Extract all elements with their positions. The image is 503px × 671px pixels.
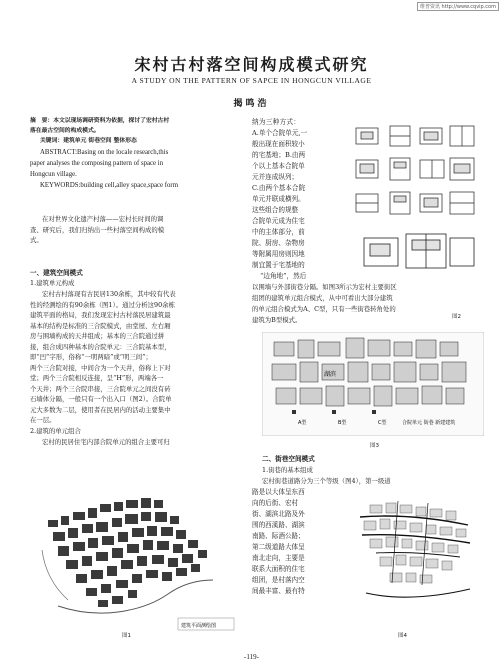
body-line: 性的经测绘的有90余栋（图1）。通过分析这90余栋 [30, 300, 175, 309]
body-line: 般出现在面积较小 [252, 140, 305, 148]
paper-title: 宋村古村落空间构成模式研究 [134, 55, 369, 74]
body-line: 组团的建筑单元组合模式，从中可看出大部分建筑 [252, 294, 393, 302]
figure-3-unit-combination [262, 332, 484, 436]
body-line: 合院单元成为住宅 [252, 217, 305, 225]
body-line: 元大多数为二层，使用者在民居内的活动主要集中 [30, 405, 171, 414]
body-line: “边角地”，然后 [260, 272, 307, 280]
body-line: C.由两个基本合院 [252, 184, 306, 192]
body-line: 等附属用房则因地 [252, 250, 305, 258]
body-line: 纳为三种方式： [252, 118, 301, 126]
body-line: 基本的结构是标准的三合院模式，由堂屋、左右厢 [30, 321, 171, 330]
paper-subtitle: A STUDY ON THE PATTERN OF SAPCE IN HONGCUN VILLAGE [131, 76, 372, 85]
body-line: A.单个合院单元,一 [252, 129, 308, 137]
subsection-heading: 1.建筑单元构成 [30, 279, 75, 287]
body-line: 的宅基地；B.由两 [252, 151, 306, 159]
abstract-zh-line: 摘 要：本文以现场调研资料为依据，探讨了宏村古村 [30, 118, 170, 124]
figure-4-caption: 图4 [398, 633, 407, 639]
body-line: 向的后街、宏村 [252, 499, 299, 507]
body-line: 在一层。 [30, 416, 56, 424]
fig3-type-c: C型 [378, 420, 387, 426]
author-name: 揭鸣浩 [233, 99, 270, 109]
body-line: 院、厨房、杂物房 [252, 239, 305, 247]
body-line: 组团，是村落内空 [252, 576, 305, 584]
figure-4-street-hierarchy [350, 493, 484, 625]
body-line: 路是以大体呈东西 [252, 488, 305, 496]
figure-2-caption: 图2 [452, 314, 461, 320]
fig3-type-b: B型 [338, 420, 347, 426]
fig3-road-label: 湖滨 [324, 371, 337, 378]
figure-1-caption: 图1 [122, 633, 131, 639]
section-1 [30, 268, 242, 447]
body-line: 接，组合成四种基本的合院单元：三合院基本型， [30, 342, 171, 351]
body-line: 元并连成纵列； [252, 173, 299, 181]
page-number: -119- [244, 653, 259, 661]
body-line: 南路、际酒公路； [252, 532, 305, 540]
street-network-drawing [350, 493, 484, 625]
body-line: 制宜置于宅基地的 [252, 261, 305, 269]
figure-3-caption: 图3 [370, 443, 379, 449]
body-line: 个天井；两个三合院串接，三合院单元之间没有砖 [30, 384, 171, 393]
subsection-heading: 2.建筑的单元组合 [30, 426, 81, 435]
right-narrow-text [252, 117, 346, 271]
subsection-heading: 1.街巷的基本组成 [262, 466, 313, 474]
fig1-legend: 建筑平面测绘图 [181, 623, 217, 629]
abstract-block [30, 117, 240, 191]
body-line: 堂；两个三合院相反连接，呈“H”形，两端各一 [30, 374, 164, 382]
keywords-en: KEYWORDS:building cell,alley space,space form [40, 182, 178, 189]
body-line: 这些组合的规整 [252, 206, 299, 214]
village-plan-drawing [28, 490, 240, 638]
section-heading: 二、街巷空间模式 [262, 455, 315, 463]
section-heading: 一、建筑空间模式 [30, 269, 83, 277]
section-2-narrow-text [252, 487, 346, 597]
right-wide-text [252, 271, 482, 326]
body-line: 宏村的民居住宅内部合院单元的组合主要可归 [42, 437, 170, 446]
fig3-type-a: A型 [298, 420, 307, 426]
watermark-label: 维普资讯 http://www.cqvip.com [417, 2, 499, 11]
section-2 [252, 454, 482, 487]
body-line: 单元并联成横列。 [252, 195, 305, 203]
body-line: 围的西溪路、湖滨 [252, 521, 305, 529]
body-line: 街、湖滨北路及外 [252, 510, 305, 518]
abstract-zh-line: 落在最古空间的构成模式。 [30, 127, 100, 134]
body-line: 间最丰富、最有特 [252, 587, 305, 595]
body-line: 石墙体分隔，一般只有一个出入口（图2）。合院单 [30, 395, 172, 403]
body-line: 即“凹”字形，俗称“一明两暗”或“明三间”； [30, 353, 152, 361]
body-line: 中的主体部分，前 [252, 228, 305, 236]
body-line: 第二级道路大体呈 [252, 543, 305, 551]
body-line: 以围墙与外部街巷分隔。如图3所示为宏村主要街区 [252, 283, 397, 291]
body-line: 建筑平面的格局，我们发现宏村古村落民居建筑最 [30, 311, 171, 319]
body-line: 房与围墙构成的天井组成；基本的三合院通过拼 [30, 332, 165, 340]
body-line: 宏村街巷道路分为三个等级（图4），第一级道 [262, 477, 391, 485]
intro-paragraph [30, 214, 240, 246]
intro-line: 式。 [30, 236, 43, 244]
body-line: 联系大面积的住宅 [252, 565, 305, 573]
abstract-en-line: Hongcun village. [30, 171, 77, 178]
intro-line: 在对世界文化遗产村落——宏村长时间的调 [42, 215, 164, 223]
body-line: 两个三合院对接，中间合为一个天井，俗称上下对 [30, 363, 171, 372]
body-line: 个以上基本合院单 [252, 162, 305, 170]
body-line: 建筑为B型模式。 [252, 316, 302, 324]
body-line: 南北走向，主要是 [252, 554, 305, 562]
intro-line: 查、研究后，我们归纳出一些村落空间构成的模 [30, 225, 165, 234]
keywords-zh: 关键词：建筑单元 街巷空间 整体形态 [40, 138, 137, 144]
abstract-en-line: ABSTRACT:Basing on the locale research,this [40, 149, 169, 156]
body-line: 宏村古村落现有古民居130余栋，其中较有代表 [42, 290, 176, 298]
abstract-en-line: paper analyses the composing pattern of space in [30, 160, 164, 167]
district-plan-drawing [262, 332, 484, 436]
fig3-legend: 合院单元 街巷 新建建筑 [402, 420, 456, 426]
body-line: 的单元组合模式为A、C型，只有一些街巷转角处的 [252, 305, 396, 313]
figure-1-village-plan [28, 490, 240, 638]
